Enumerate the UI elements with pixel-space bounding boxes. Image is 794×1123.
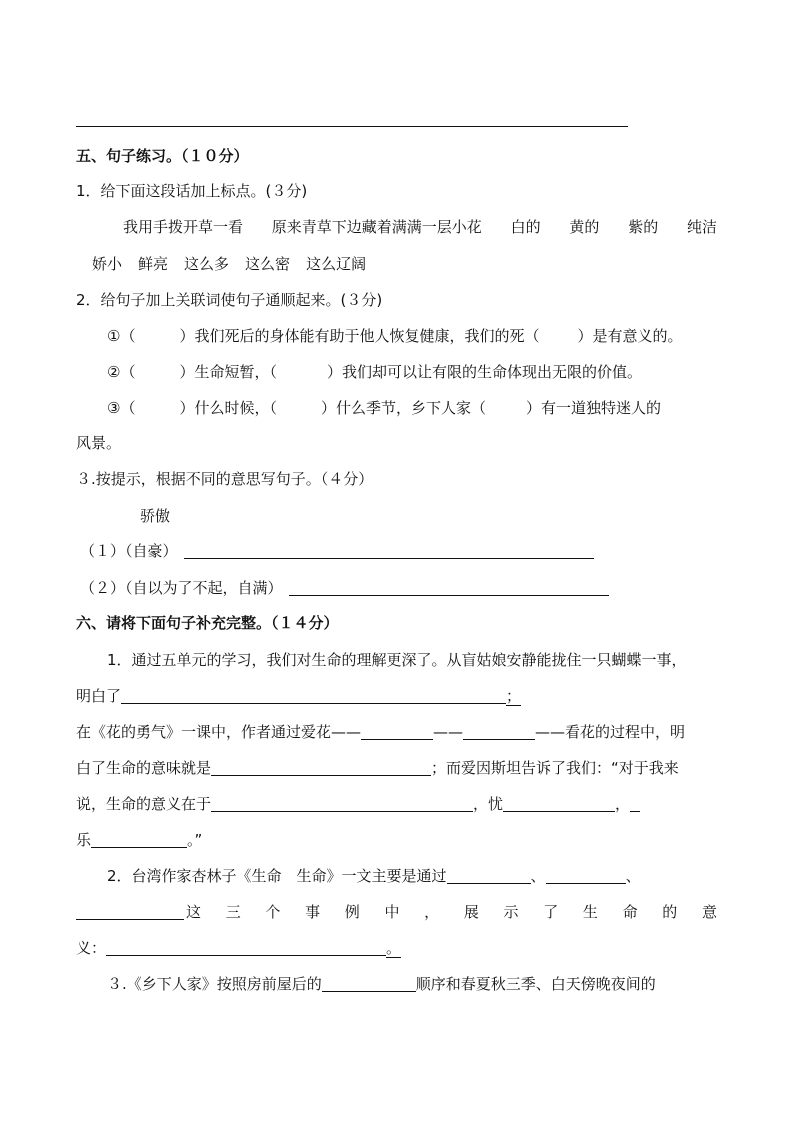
s6-q2-line3: [76, 938, 401, 958]
sentence-char: 展: [463, 903, 479, 921]
answer-line[interactable]: [211, 796, 473, 812]
sentence-text: ）有一道独特迷人的: [525, 399, 661, 417]
answer-line[interactable]: [630, 796, 640, 812]
sentence-text: ）我们死后的身体能有助于他人恢复健康，我们的死（: [179, 327, 540, 345]
s6-q1-line4: [76, 758, 679, 778]
q2-title: 2．给句子加上关联词使句子通顺起来。(３分): [76, 291, 383, 309]
q1-passage-fragment: 黄的: [569, 218, 600, 236]
answer-line[interactable]: [184, 543, 594, 559]
paren-open: ②（: [107, 363, 136, 381]
q2-sentence-c-continued: 风景。: [76, 434, 122, 452]
q1-passage-fragment: 这么辽阔: [306, 255, 367, 273]
sentence-char: ，: [424, 903, 440, 921]
q1-passage-fragment: 这么多: [184, 255, 230, 273]
sentence-text: 明白了: [76, 687, 122, 705]
sentence-char: 例: [344, 903, 360, 921]
s6-q1-line3: [76, 722, 685, 742]
paren-open: ③（: [107, 399, 136, 417]
q1-passage-fragment: 鲜亮: [138, 255, 169, 273]
paren-open: ①（: [107, 327, 136, 345]
s6-q1-line5: [76, 794, 640, 814]
sentence-text: ）是有意义的。: [577, 327, 683, 345]
answer-line[interactable]: [106, 940, 386, 956]
answer-line[interactable]: [463, 724, 535, 740]
s6-q3-line1: [107, 974, 656, 994]
answer-line[interactable]: [546, 868, 626, 884]
sentence-text: ，忧: [473, 795, 504, 813]
s6-q1-line2: [76, 686, 521, 706]
sentence-text: 2．台湾作家杏林子《生命 生命》一文主要是通过: [107, 867, 447, 885]
q2-sentence-c: [107, 398, 661, 418]
q1-passage-fragment: 我用手拨开草一看: [123, 218, 244, 236]
q1-title: 1．给下面这段话加上标点。(３分): [76, 182, 308, 200]
sentence-text: 。: [386, 939, 402, 957]
sentence-text: ；: [506, 687, 522, 705]
item-label: （１）（自豪）: [80, 542, 178, 560]
sentence-text: ——看花的过程中，明: [535, 723, 686, 741]
sentence-text: ）生命短暂，（: [179, 363, 277, 381]
sentence-text: ，: [615, 795, 631, 813]
q1-passage-fragment: 原来青草下边藏着满满一层小花: [271, 218, 482, 236]
q1-passage-line1: [123, 217, 717, 237]
sentence-text: 、: [625, 867, 641, 885]
q1-passage-line2: [92, 254, 366, 274]
q1-passage-fragment: 这么密: [245, 255, 291, 273]
sentence-text: 乐: [76, 831, 92, 849]
s6-q1-line6: [76, 830, 202, 850]
sentence-char: 的: [662, 903, 678, 921]
answer-line[interactable]: [91, 832, 187, 848]
sentence-char: 命: [622, 903, 638, 921]
q1-passage-fragment: 紫的: [628, 218, 659, 236]
sentence-text: ；而爱因斯坦告诉了我们：“对于我来: [431, 759, 679, 777]
sentence-char: 示: [503, 903, 519, 921]
answer-line[interactable]: [503, 796, 615, 812]
sentence-text: 白了生命的意味就是: [76, 759, 212, 777]
sentence-char: 意: [701, 903, 717, 921]
q1-passage-fragment: 白的: [510, 218, 541, 236]
sentence-char: 了: [543, 903, 559, 921]
q1-passage-fragment: 娇小: [92, 255, 123, 273]
q3-item-2: [80, 578, 609, 598]
sentence-char: 个: [265, 903, 281, 921]
sentence-text: ）我们却可以让有限的生命体现出无限的价值。: [326, 363, 642, 381]
answer-line[interactable]: [322, 976, 416, 992]
s6-q2-line2: [76, 902, 717, 922]
s6-q2-line1: [107, 866, 641, 886]
q3-item-1: [80, 541, 594, 561]
sentence-char: 事: [305, 903, 321, 921]
sentence-text: ——: [433, 723, 464, 741]
item-label: （２）（自以为了不起，自满）: [80, 579, 283, 597]
answer-line[interactable]: [211, 760, 431, 776]
sentence-text: ）什么季节，乡下人家（: [320, 399, 486, 417]
q2-sentence-a: [107, 326, 682, 346]
q3-key-word: 骄傲: [140, 507, 171, 525]
sentence-char: 三: [225, 903, 241, 921]
q3-title: ３.按提示，根据不同的意思写句子。（４分）: [76, 470, 374, 488]
answer-line[interactable]: [361, 724, 433, 740]
sentence-text: 、: [530, 867, 546, 885]
s6-q1-line1: 1．通过五单元的学习，我们对生命的理解更深了。从盲姑娘安静能拢住一只蝴蝶一事，: [107, 651, 687, 669]
sentence-text: ）什么时候，（: [179, 399, 277, 417]
answer-line[interactable]: [76, 904, 184, 920]
sentence-char: 这: [186, 903, 202, 921]
sentence-char: 生: [582, 903, 598, 921]
q2-sentence-b: [107, 362, 642, 382]
top-divider-line: [76, 126, 628, 127]
sentence-text: 。”: [187, 831, 203, 849]
sentence-text: 顺序和春夏秋三季、白天傍晚夜间的: [415, 975, 656, 993]
sentence-char: 中: [384, 903, 400, 921]
sentence-text: ３.《乡下人家》按照房前屋后的: [107, 975, 322, 993]
answer-line[interactable]: [289, 580, 609, 596]
q1-passage-fragment: 纯洁: [686, 218, 717, 236]
section-5-heading: 五、句子练习。（１０分）: [76, 147, 249, 165]
sentence-text: 说，生命的意义在于: [76, 795, 212, 813]
sentence-text: 义：: [76, 939, 107, 957]
answer-line[interactable]: [121, 688, 506, 704]
answer-line[interactable]: [447, 868, 531, 884]
section-6-heading: 六、请将下面句子补充完整。（１４分）: [76, 614, 339, 632]
sentence-text: 在《花的勇气》一课中，作者通过爱花——: [76, 723, 362, 741]
